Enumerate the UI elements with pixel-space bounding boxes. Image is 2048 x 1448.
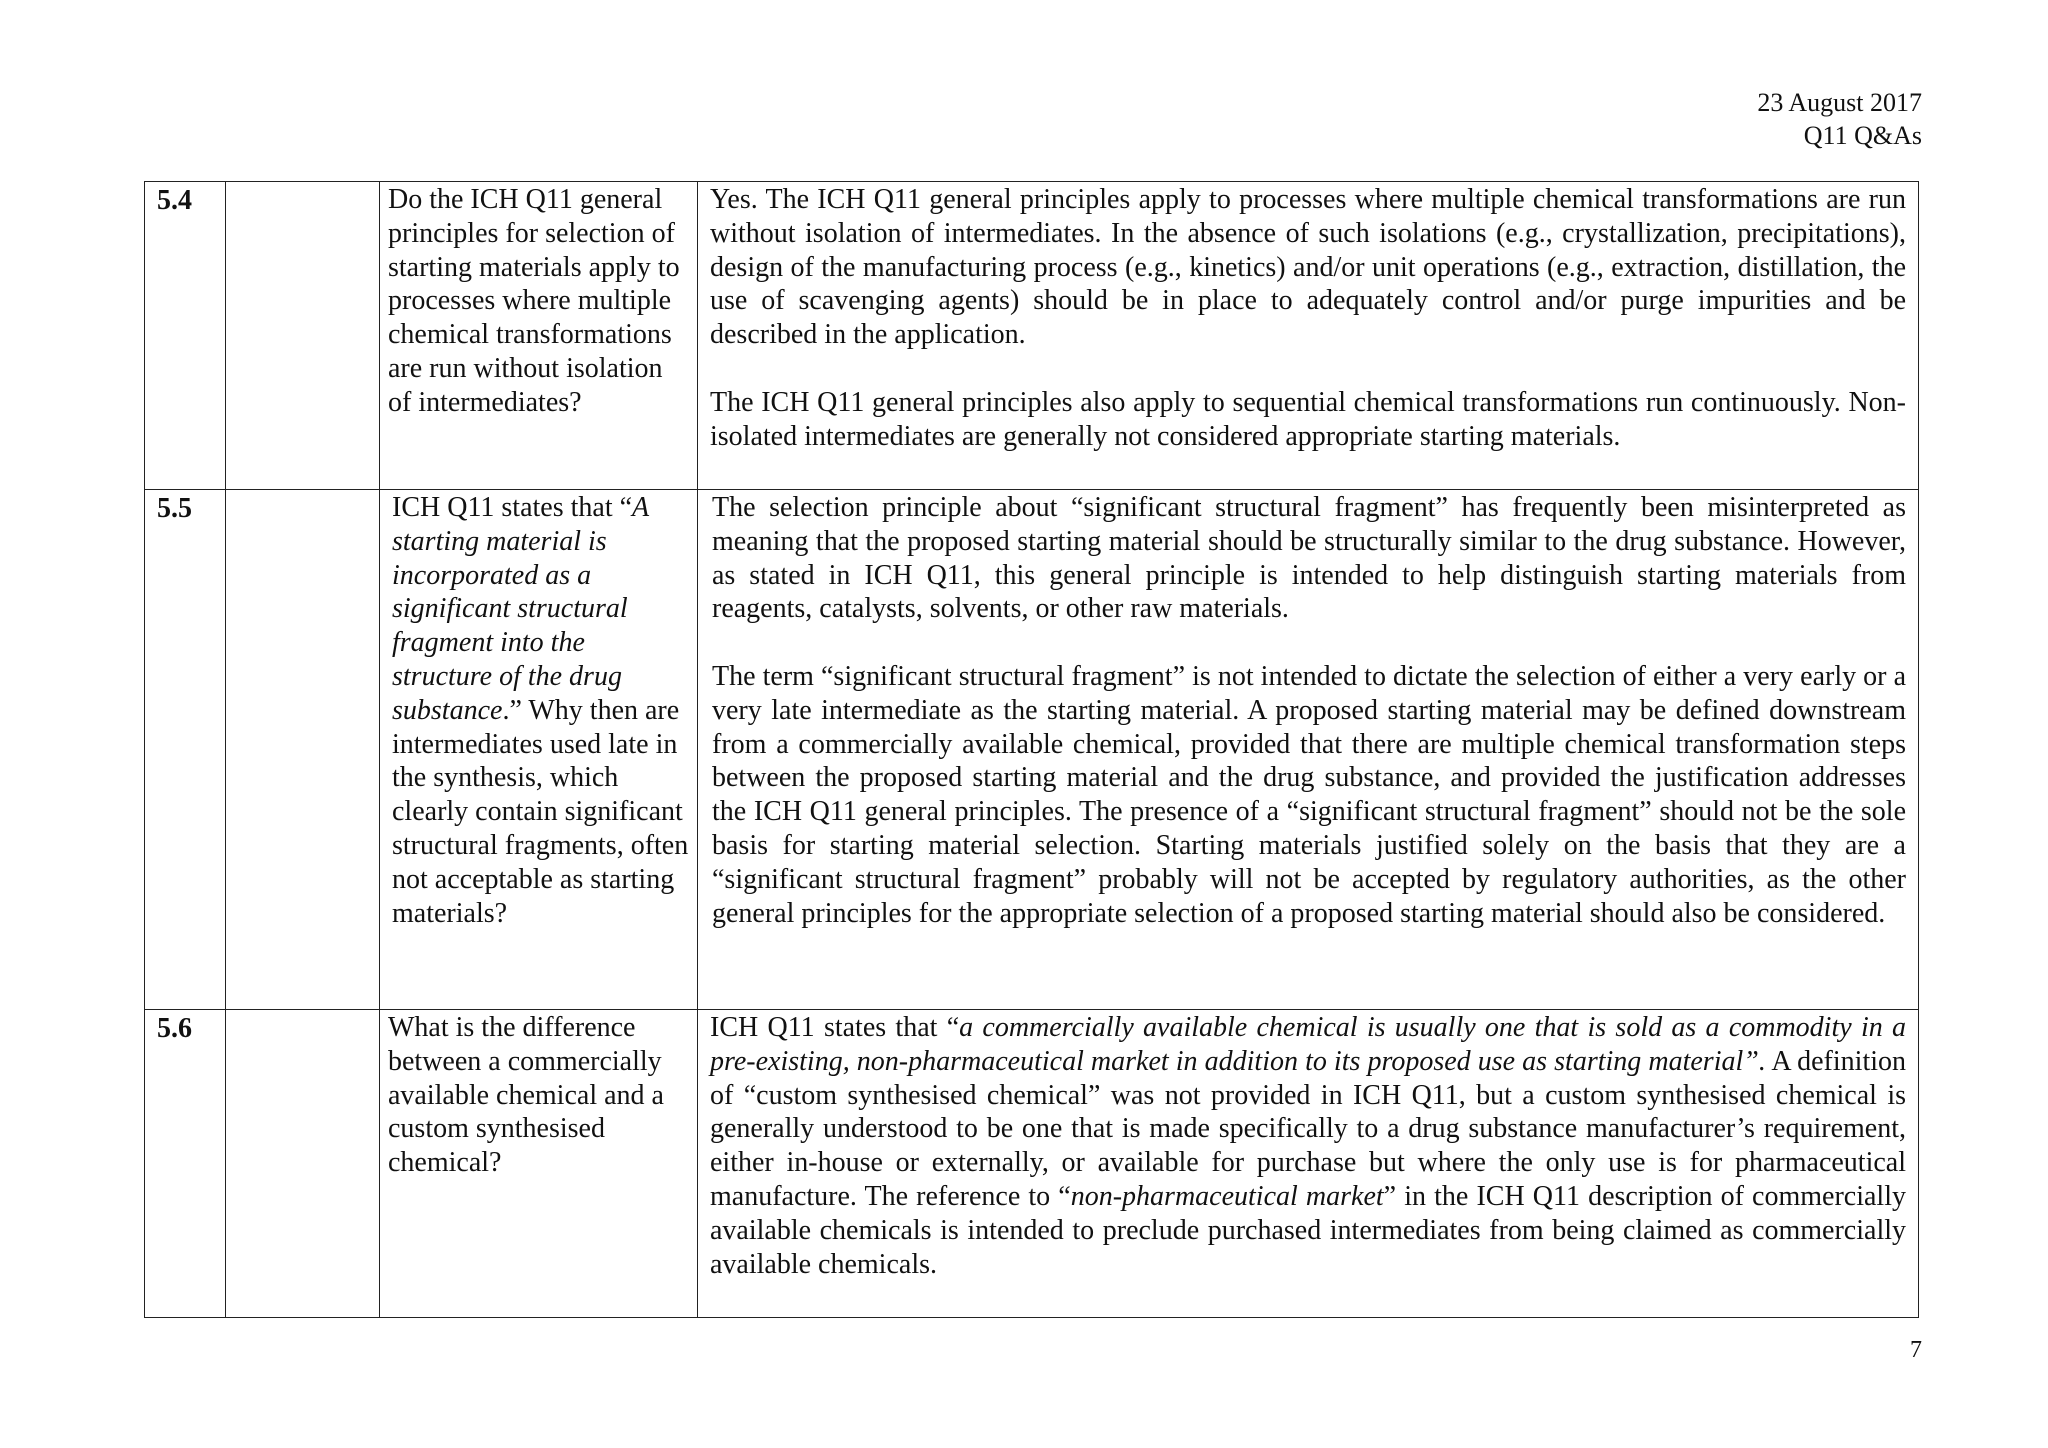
- row-number: 5.4: [145, 182, 226, 490]
- question-text: .” Why then are intermediates used late in the synthesis, which clearly contain significant structural fragments, often not acceptable as starting materials?: [392, 694, 689, 929]
- answer-text: Yes. The ICH Q11 general principles apply to processes where multiple chemical transformations are run without isolation of intermediates. In the absence of such isolations (e.g., crystallization, precipitations), design of the manufacturing process (e.g., kinetics) and/or unit operations (e.g., extraction, distillation, the use of scavenging agents) should be in place to adequately control and/or purge impurities and be described in the application.: [710, 184, 1906, 351]
- answer-text: The selection principle about “significant structural fragment” has frequently been misinterpreted as meaning that the proposed starting material should be structurally similar to the drug substance. However, as stated in ICH Q11, this general principle is intended to help distinguish starting materials from reagents, catalysts, solvents, or other raw materials.: [712, 492, 1906, 625]
- answer-cell: [698, 490, 1919, 1010]
- answer-cell: [698, 1010, 1919, 1318]
- answer-text: A definition of “custom synthesised chemical” was not provided in ICH Q11, but a custom synthesised chemical is generally understood to be one that is made specifically to a drug substance manufacturer’s requirement, either in-house or externally, or available for purchase but where the only use is for pharmaceutical manufacture. The reference to “: [710, 1045, 1907, 1212]
- empty-cell: [226, 182, 380, 490]
- question-text: What is the difference between a commercially available chemical and a custom synthesised chemical?: [388, 1012, 664, 1179]
- answer-paragraph: [712, 660, 1906, 930]
- answer-term-italic: non-pharmaceutical market: [1070, 1180, 1384, 1212]
- empty-cell: [226, 490, 380, 1010]
- row-number: 5.6: [145, 1010, 226, 1318]
- table-row: [145, 490, 1919, 1010]
- answer-text: ICH Q11 states that “: [710, 1012, 960, 1043]
- table-row: [145, 1010, 1919, 1318]
- page-header: [1757, 86, 1922, 152]
- question-text: Do the ICH Q11 general principles for selection of starting materials apply to processes where multiple chemical transformations are run without isolation of intermediates?: [388, 184, 680, 418]
- question-text: ICH Q11 states that “: [392, 492, 633, 523]
- empty-cell: [226, 1010, 380, 1318]
- question-quote-italic: A starting material is incorporated as a significant structural fragment into the structure of the drug substance: [392, 492, 649, 726]
- answer-paragraph: [710, 386, 1906, 454]
- answer-paragraph: [710, 1011, 1906, 1281]
- answer-text: The ICH Q11 general principles also apply to sequential chemical transformations run continuously. Non-isolated intermediates are generally not considered appropriate starting materials.: [710, 386, 1906, 452]
- header-date: 23 August 2017: [1757, 88, 1922, 117]
- question-cell: [380, 1010, 698, 1318]
- page-number: 7: [1910, 1337, 1922, 1363]
- answer-cell: [698, 182, 1919, 490]
- answer-text: The term “significant structural fragment” is not intended to dictate the selection of either a very early or a very late intermediate as the starting material. A proposed starting material may be defined downstream from a commercially available chemical, provided that there are multiple chemical transformation steps between the proposed starting material and the drug substance, and provided the justification addresses the ICH Q11 general principles. The presence of a “significant structural fragment” should not be the sole basis for starting material selection. Starting materials justified solely on the basis that they are a “significant structural fragment” probably will not be accepted by regulatory authorities, as the other general principles for the appropriate selection of a proposed starting material should also be considered.: [712, 660, 1906, 929]
- question-cell: [380, 182, 698, 490]
- answer-text: ” in the ICH Q11 description of commercially available chemicals is intended to preclude purchased intermediates from being claimed as commercially available chemicals.: [710, 1180, 1906, 1280]
- table-row: [145, 182, 1919, 490]
- question-cell: [380, 490, 698, 1010]
- answer-paragraph: [712, 491, 1906, 626]
- qa-table: [144, 181, 1919, 1318]
- header-doc-title: Q11 Q&As: [1803, 121, 1922, 150]
- answer-quote-italic: a commercially available chemical is usually one that is sold as a commodity in a pre-existing, non-pharmaceutical market in addition to its proposed use as starting material”.: [710, 1012, 1906, 1077]
- answer-paragraph: [710, 183, 1906, 352]
- row-number: 5.5: [145, 490, 226, 1010]
